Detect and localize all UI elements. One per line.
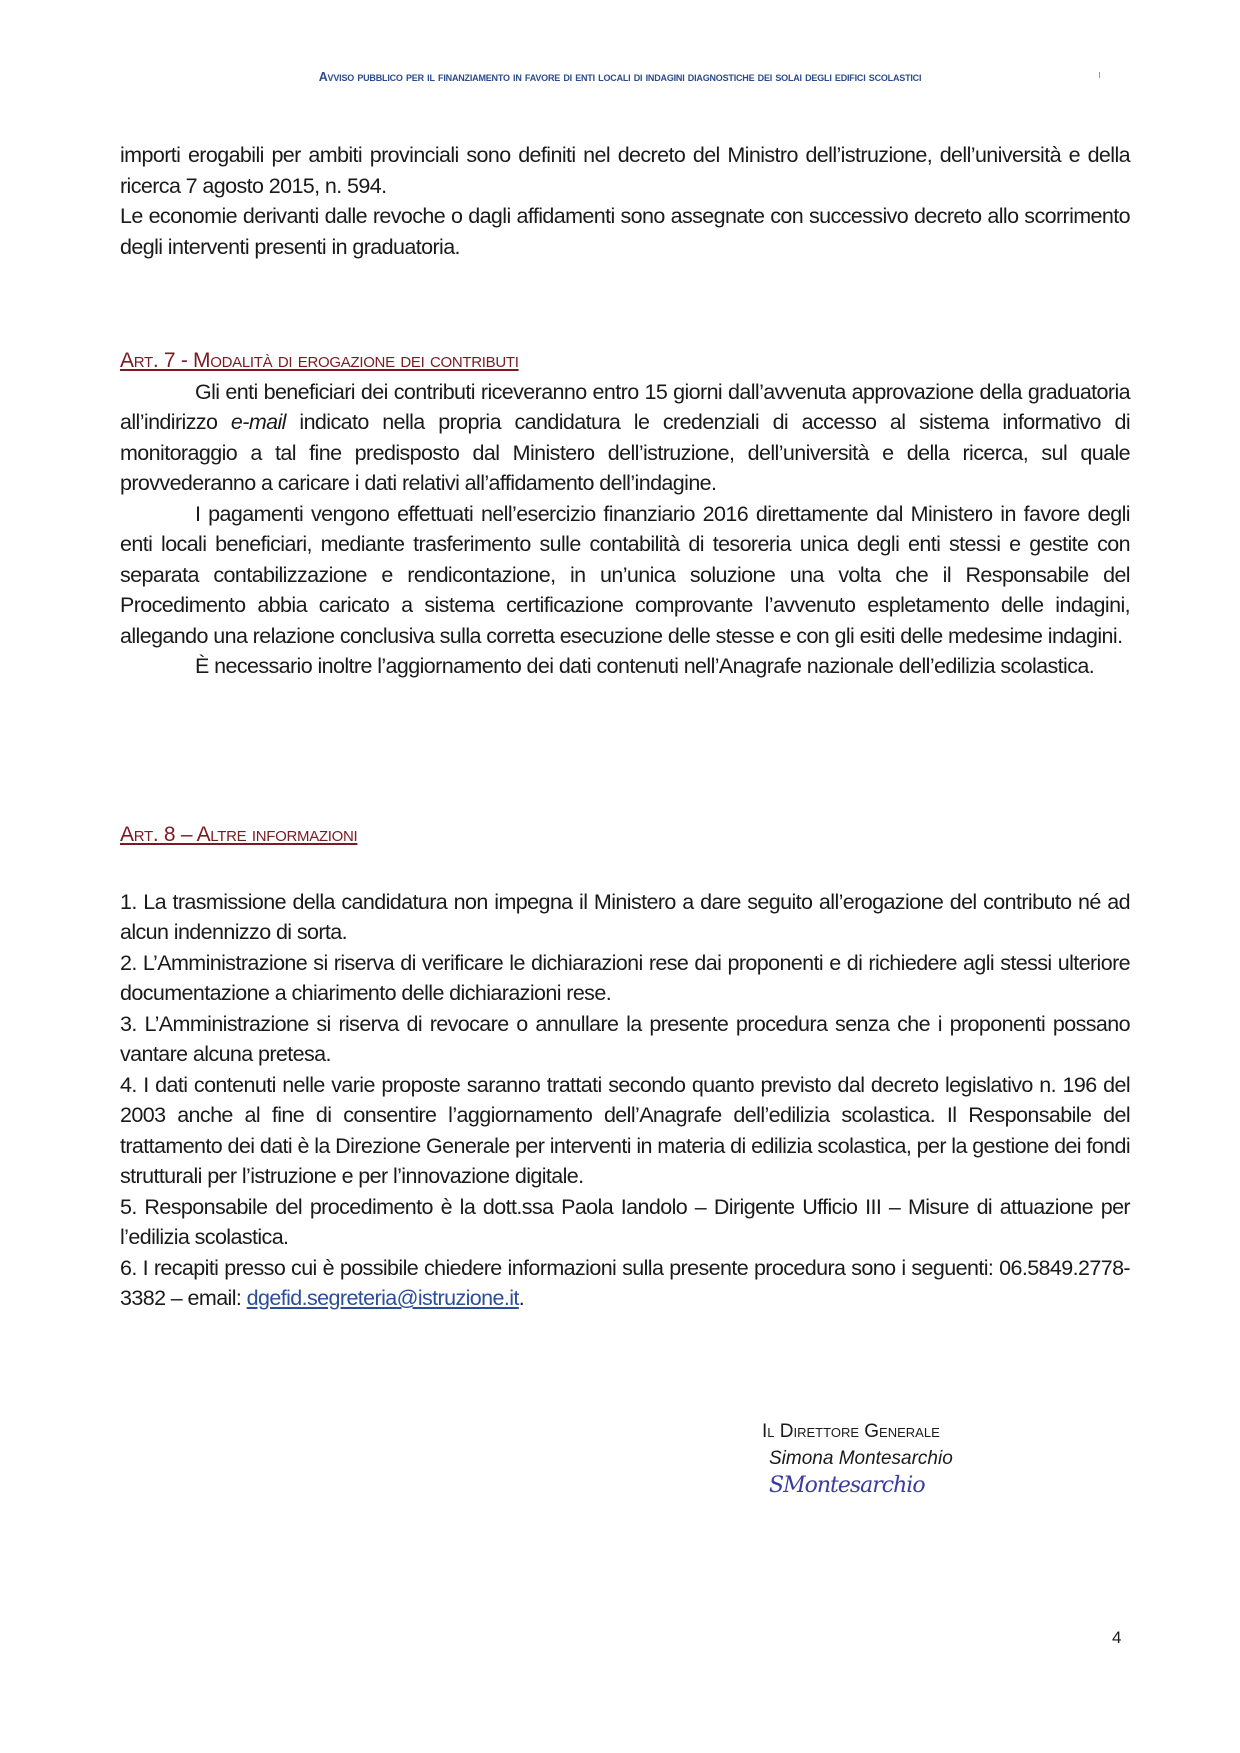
text: indicato nella propria candidatura le credenziali di accesso al sistema informativo di monitoraggio a tal fine predisposto dal Ministero dell’istruzione, dell’università e della ricerca, sul quale provvederanno a caricare i dati relativi all’affidamento dell’indagine. — [120, 410, 1130, 495]
list-item: 2. L’Amministrazione si riserva di verificare le dichiarazioni rese dai proponenti e di richiedere agli stessi ulteriore documentazione a chiarimento delle dichiarazioni rese. — [120, 950, 1130, 1005]
list-item: 5. Responsabile del procedimento è la dott.ssa Paola Iandolo – Dirigente Ufficio III – Misure di attuazione per l’edilizia scolastica. — [120, 1194, 1130, 1249]
article-8-title: Art. 8 – Altre informazioni — [120, 823, 358, 846]
article-7-paragraph-1 — [120, 377, 1130, 499]
list-item: 4. I dati contenuti nelle varie proposte saranno trattati secondo quanto previsto dal decreto legislativo n. 196 del 2003 anche al fine di consentire l’aggiornamento dell’Anagrafe dell’edilizia scolastica. Il Responsabile del trattamento dei dati è la Direzione Generale per interventi in materia di edilizia scolastica, per la gestione dei fondi strutturali per l’istruzione e per l’innovazione digitale. — [120, 1072, 1130, 1188]
scan-mark — [1099, 72, 1100, 78]
text: 6. I recapiti presso cui è possibile chiedere informazioni sulla presente procedura sono i seguenti: 06.5849.2778-3382 – email: — [120, 1255, 1130, 1310]
page-number: 4 — [1112, 1628, 1122, 1647]
document-header: Avviso pubblico per il finanziamento in favore di enti locali di indagini diagnostiche dei solai degli edifici scolastici — [318, 70, 922, 84]
text: Gli enti beneficiari dei contributi riceveranno entro 15 giorni dall’avvenuta approvazione della graduatoria all’indirizzo — [120, 379, 1130, 434]
text: . — [518, 1286, 525, 1310]
handwritten-signature: SMontesarchio — [769, 1473, 925, 1498]
intro-section — [120, 140, 1130, 262]
article-7-paragraph-2: I pagamenti vengono effettuati nell’esercizio finanziario 2016 direttamente dal Ministero in favore degli enti locali beneficiari, mediante trasferimento sulle contabilità di tesoreria unica degli enti stessi e gestite con separata contabilizzazione e rendicontazione, in un’unica soluzione una volta che il Responsabile del Procedimento abbia caricato a sistema certificazione comprovante l’avvenuto espletamento delle indagini, allegando una relazione conclusiva sulla corretta esecuzione delle stesse e con gli esiti delle medesime indagini. — [120, 501, 1130, 648]
list-item — [120, 1253, 1130, 1314]
article-7 — [120, 346, 1130, 682]
email-link[interactable]: dgefid.segreteria@istruzione.it — [246, 1286, 519, 1310]
signatory-name: Simona Montesarchio — [769, 1448, 953, 1469]
article-8 — [120, 820, 1130, 1314]
signature-title: Il Direttore Generale — [762, 1421, 940, 1442]
article-7-paragraph-3: È necessario inoltre l’aggiornamento dei dati contenuti nell’Anagrafe nazionale dell’edilizia scolastica. — [195, 654, 1095, 678]
signature-block — [762, 1418, 953, 1499]
intro-paragraph: importi erogabili per ambiti provinciali sono definiti nel decreto del Ministro dell’istruzione, dell’università e della ricerca 7 agosto 2015, n. 594. — [120, 143, 1130, 198]
article-7-title: Art. 7 - Modalità di erogazione dei contributi — [120, 349, 519, 372]
list-item: 3. L’Amministrazione si riserva di revocare o annullare la presente procedura senza che i proponenti possano vantare alcuna pretesa. — [120, 1011, 1130, 1066]
list-item: 1. La trasmissione della candidatura non impegna il Ministero a dare seguito all’erogazione del contributo né ad alcun indennizzo di sorta. — [120, 889, 1130, 944]
email-emphasis: e-mail — [230, 410, 286, 434]
intro-paragraph: Le economie derivanti dalle revoche o dagli affidamenti sono assegnate con successivo decreto allo scorrimento degli interventi presenti in graduatoria. — [120, 204, 1130, 259]
